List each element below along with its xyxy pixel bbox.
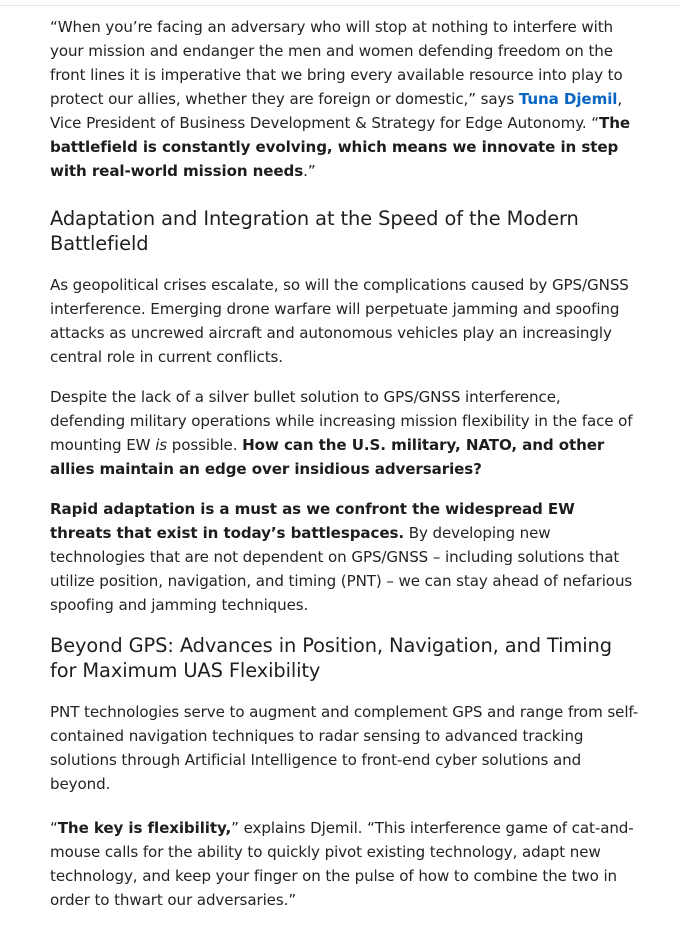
paragraph-rapid-adaptation: [50, 497, 640, 617]
quote-bold-text: The battlefield is constantly evolving, which means we innovate in step with real-world mission needs: [50, 114, 630, 180]
paragraph-geopolitical-crises: As geopolitical crises escalate, so will the complications caused by GPS/GNSS interference. Emerging drone warfare will perpetuate jamming and spoofing attacks as uncrewed aircraft and autonomous vehicles play an increasingly central role in current conflicts.: [50, 276, 629, 366]
quote-paragraph-djemil: [50, 15, 640, 183]
quote-attribution: , Vice President of Business Development & Strategy for Edge Autonomy. “: [50, 90, 623, 132]
paragraph-text: Despite the lack of a silver bullet solution to GPS/GNSS interference, defending military operations while increasing mission flexibility in the face of mounting EW: [50, 388, 633, 454]
emphasis-text: is: [155, 436, 168, 454]
section-heading-adaptation: Adaptation and Integration at the Speed of the Modern Battlefield: [50, 207, 579, 255]
paragraph-silver-bullet: [50, 385, 640, 481]
section-heading-beyond-gps: Beyond GPS: Advances in Position, Navigation, and Timing for Maximum UAS Flexibility: [50, 634, 612, 682]
person-link-tuna-djemil[interactable]: Tuna Djemil: [518, 90, 618, 108]
paragraph-pnt-technologies: PNT technologies serve to augment and complement GPS and range from self-contained navigation techniques to radar sensing to advanced tracking solutions through Artificial Intelligence to front-end cyber solutions and beyond.: [50, 703, 639, 793]
article-body: [50, 15, 640, 927]
quote-text: ” explains Djemil. “This interference game of cat-and-mouse calls for the ability to quickly pivot existing technology, adapt new technology, and keep your finger on the pulse of how to combine the two in order to thwart our adversaries.”: [50, 819, 634, 909]
bold-question: How can the U.S. military, NATO, and other allies maintain an edge over insidious adversaries?: [50, 436, 605, 478]
quote-paragraph-flexibility: [50, 816, 640, 912]
bold-lead: Rapid adaptation is a must as we confront the widespread EW threats that exist in today’s battlespaces.: [50, 500, 575, 542]
quote-open: “: [50, 819, 58, 837]
top-divider: [0, 5, 681, 6]
paragraph-text: By developing new technologies that are not dependent on GPS/GNSS – including solutions that utilize position, navigation, and timing (PNT) – we can stay ahead of nefarious spoofing and jamming techniques.: [50, 524, 633, 614]
bold-lead: The key is flexibility,: [57, 819, 232, 837]
quote-close: .”: [303, 162, 316, 180]
paragraph-text: possible.: [167, 436, 243, 454]
quote-text: “When you’re facing an adversary who will stop at nothing to interfere with your mission and endanger the men and women defending freedom on the front lines it is imperative that we bring every available resource into play to protect our allies, whether they are foreign or domestic,” says: [50, 18, 623, 108]
